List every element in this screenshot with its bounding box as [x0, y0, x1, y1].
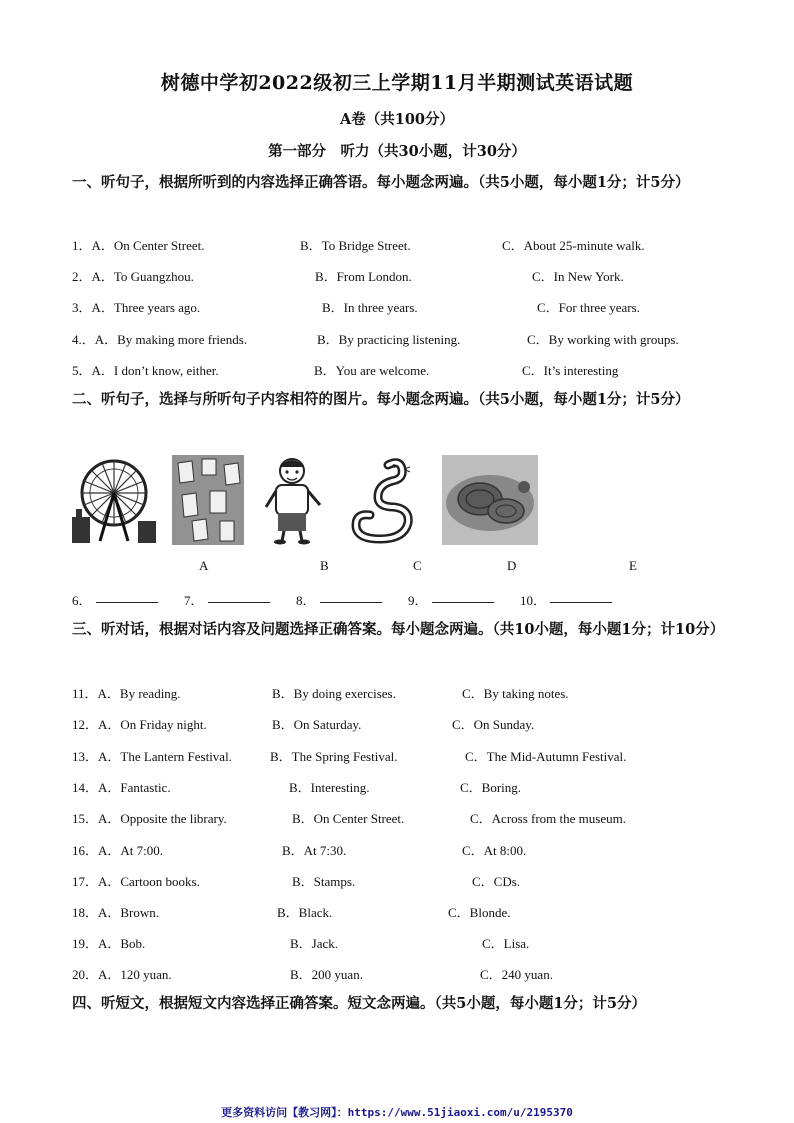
option-b: B．In three years. [322, 300, 418, 315]
volume-subtitle: A卷（共100分） [339, 111, 455, 128]
picture-label-a: A [199, 558, 209, 573]
option-c: C．Lisa. [482, 936, 530, 951]
option-c: C．In New York. [532, 269, 624, 284]
option-a: 2．A．To Guangzhou. [72, 269, 194, 284]
option-b: B．From London. [315, 269, 412, 284]
answer-blank-6[interactable] [96, 590, 158, 603]
question-17 [72, 871, 732, 891]
option-b: B．The Spring Festival. [270, 749, 398, 764]
option-c: C．On Sunday. [452, 717, 535, 732]
option-a: 15．A．Opposite the library. [72, 811, 227, 826]
section-1-heading: 一、听句子，根据所听到的内容选择正确答语。每小题念两遍。（共5小题，每小题1分；计5分） [72, 174, 690, 191]
blank-label: 9． [408, 593, 428, 608]
blank-label: 7． [184, 593, 204, 608]
option-c: C．Blonde. [448, 905, 511, 920]
section-3-heading: 三、听对话，根据对话内容及问题选择正确答案。每小题念两遍。（共10小题，每小题1分；计10分） [72, 621, 725, 638]
option-a: 18．A．Brown. [72, 905, 160, 920]
option-a: 19．A．Bob. [72, 936, 146, 951]
option-a: 3．A．Three years ago. [72, 300, 201, 315]
picture-label-e: E [629, 558, 637, 573]
option-b: B．On Center Street. [292, 811, 405, 826]
answer-blanks [72, 590, 732, 610]
option-c: C．About 25-minute walk. [502, 238, 645, 253]
picture-labels [0, 558, 794, 578]
option-b: B．By doing exercises. [272, 686, 396, 701]
part-heading: 第一部分 听力（共30小题，计30分） [268, 143, 526, 160]
blank-label: 6． [72, 593, 92, 608]
option-c: C．For three years. [537, 300, 640, 315]
option-b: B．Black. [277, 905, 333, 920]
option-c: C．The Mid-Autumn Festival. [465, 749, 627, 764]
answer-blank-9[interactable] [432, 590, 494, 603]
answer-blank-8[interactable] [320, 590, 382, 603]
lanterns-image [172, 455, 244, 545]
option-b: B．Stamps. [292, 874, 356, 889]
option-b: B．To Bridge Street. [300, 238, 411, 253]
section-4-heading: 四、听短文，根据短文内容选择正确答案。短文念两遍。（共5小题，每小题1分；计5分） [72, 995, 647, 1012]
option-c: C．It’s interesting [522, 363, 619, 378]
option-c: C．Boring. [460, 780, 522, 795]
picture-label-b: B [320, 558, 329, 573]
question-11 [72, 683, 732, 703]
option-a: 1．A．On Center Street. [72, 238, 205, 253]
question-13 [72, 746, 732, 766]
option-c: C．By working with groups. [527, 332, 679, 347]
option-c: C．Across from the museum. [470, 811, 626, 826]
option-b: B．Jack. [290, 936, 339, 951]
option-a: 16．A．At 7:00. [72, 843, 164, 858]
option-b: B．At 7:30. [282, 843, 347, 858]
option-c: C．CDs. [472, 874, 521, 889]
question-12 [72, 714, 732, 734]
ferris-wheel-image [72, 455, 156, 545]
option-a: 4.．A．By making more friends. [72, 332, 248, 347]
question-14 [72, 777, 732, 797]
option-b: B．Interesting. [289, 780, 370, 795]
blank-label: 10． [520, 593, 547, 608]
option-c: C．By taking notes. [462, 686, 569, 701]
mooncakes-image [442, 455, 538, 545]
question-15 [72, 808, 732, 828]
exam-title: 树德中学初2022级初三上学期11月半期测试英语试题 [160, 72, 634, 94]
blank-label: 8． [296, 593, 316, 608]
option-a: 13．A．The Lantern Festival. [72, 749, 232, 764]
option-a: 20．A．120 yuan. [72, 967, 172, 982]
option-a: 11．A．By reading. [72, 686, 181, 701]
option-b: B．You are welcome. [314, 363, 430, 378]
question-3 [72, 297, 732, 317]
cartoon-boy-image [262, 455, 324, 545]
option-a: 17．A．Cartoon books. [72, 874, 200, 889]
answer-blank-7[interactable] [208, 590, 270, 603]
footer-link[interactable]: 更多资料访问【教习网】：https://www.51jiaoxi.com/u/2195370 [221, 1106, 573, 1119]
question-20 [72, 964, 732, 984]
option-a: 5．A．I don’t know, either. [72, 363, 219, 378]
option-b: B．200 yuan. [290, 967, 363, 982]
question-18 [72, 902, 732, 922]
picture-label-c: C [413, 558, 422, 573]
option-a: 14．A．Fantastic. [72, 780, 171, 795]
question-1 [72, 235, 732, 255]
option-b: B．On Saturday. [272, 717, 362, 732]
question-5 [72, 360, 732, 380]
question-19 [72, 933, 732, 953]
option-c: C．At 8:00. [462, 843, 527, 858]
picture-label-d: D [507, 558, 517, 573]
question-16 [72, 840, 732, 860]
snake-image [348, 455, 418, 545]
question-4 [72, 329, 732, 349]
option-b: B．By practicing listening. [317, 332, 461, 347]
option-a: 12．A．On Friday night. [72, 717, 207, 732]
option-c: C．240 yuan. [480, 967, 553, 982]
section-2-heading: 二、听句子，选择与所听句子内容相符的图片。每小题念两遍。（共5小题，每小题1分；计5分） [72, 391, 690, 408]
question-2 [72, 266, 732, 286]
answer-blank-10[interactable] [550, 590, 612, 603]
